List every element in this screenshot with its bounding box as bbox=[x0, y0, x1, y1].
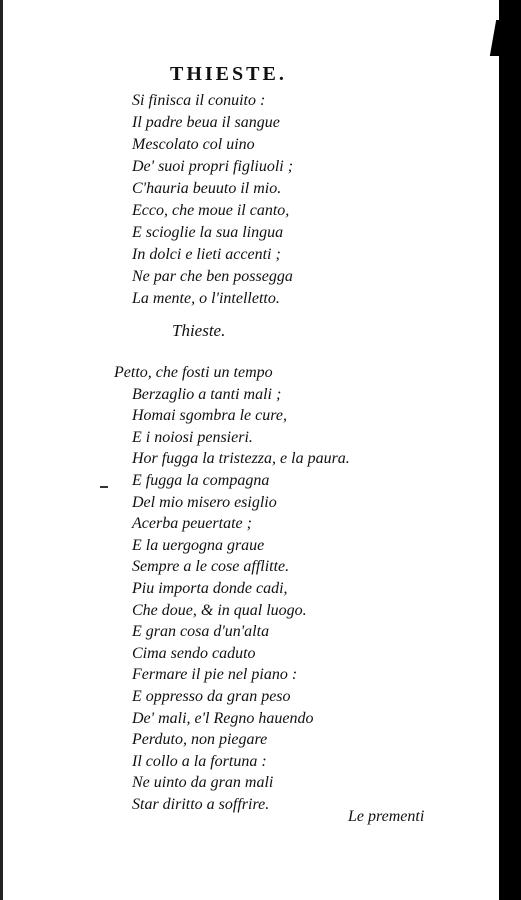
verse-line: Cima sendo caduto bbox=[132, 644, 256, 662]
verse-line: Acerba peuertate ; bbox=[132, 515, 252, 533]
verse-line: La mente, o l'intelletto. bbox=[132, 290, 280, 307]
verse-line: In dolci e lieti accenti ; bbox=[132, 246, 281, 263]
verse-line: Perduto, non piegare bbox=[132, 731, 268, 749]
verse-line: E la uergogna graue bbox=[132, 536, 265, 554]
verse-line: Si finisca il conuito : bbox=[132, 92, 266, 109]
verse-line: Ne par che ben possegga bbox=[132, 268, 293, 285]
verse-line: De' mali, e'l Regno hauendo bbox=[132, 709, 314, 727]
verse-line: Ne uinto da gran mali bbox=[132, 774, 274, 792]
verse-line: Piu importa donde cadi, bbox=[132, 580, 288, 597]
verse-line: Ecco, che moue il canto, bbox=[132, 202, 290, 219]
verse-line: E gran cosa d'un'alta bbox=[132, 623, 270, 641]
verse-line: Berzaglio a tanti mali ; bbox=[132, 385, 282, 403]
page-right-edge-shadow bbox=[499, 0, 521, 900]
verse-line: Il collo a la fortuna : bbox=[132, 752, 267, 770]
catchword: Le prementi bbox=[348, 808, 425, 825]
running-title: THIESTE. bbox=[170, 63, 287, 85]
verse-line: Del mio misero esiglio bbox=[132, 493, 277, 511]
verse-line: E fugga la compagna bbox=[132, 472, 270, 489]
verse-line: Homai sgombra le cure, bbox=[132, 407, 287, 425]
verse-line: E scioglie la sua lingua bbox=[132, 224, 284, 241]
verse-line: De' suoi propri figliuoli ; bbox=[132, 158, 294, 175]
speaker-heading: Thieste. bbox=[172, 321, 226, 340]
verse-line: Fermare il pie nel piano : bbox=[132, 666, 298, 684]
verse-line: Sempre a le cose afflitte. bbox=[132, 558, 290, 576]
verse-line: Il padre beua il sangue bbox=[132, 114, 280, 131]
verse-line: Petto, che fosti un tempo bbox=[114, 364, 273, 381]
verse-line: Mescolato col uino bbox=[132, 136, 255, 153]
verse-line: Hor fugga la tristezza, e la paura. bbox=[132, 450, 350, 468]
verse-line: Star diritto a soffrire. bbox=[132, 796, 270, 813]
verse-line: E oppresso da gran peso bbox=[132, 688, 291, 705]
margin-mark bbox=[100, 486, 108, 488]
verse-line: Che doue, & in qual luogo. bbox=[132, 601, 307, 619]
page-left-border bbox=[0, 0, 3, 900]
verse-line: E i noiosi pensieri. bbox=[132, 428, 253, 446]
verse-line: C'hauria beuuto il mio. bbox=[132, 180, 282, 197]
